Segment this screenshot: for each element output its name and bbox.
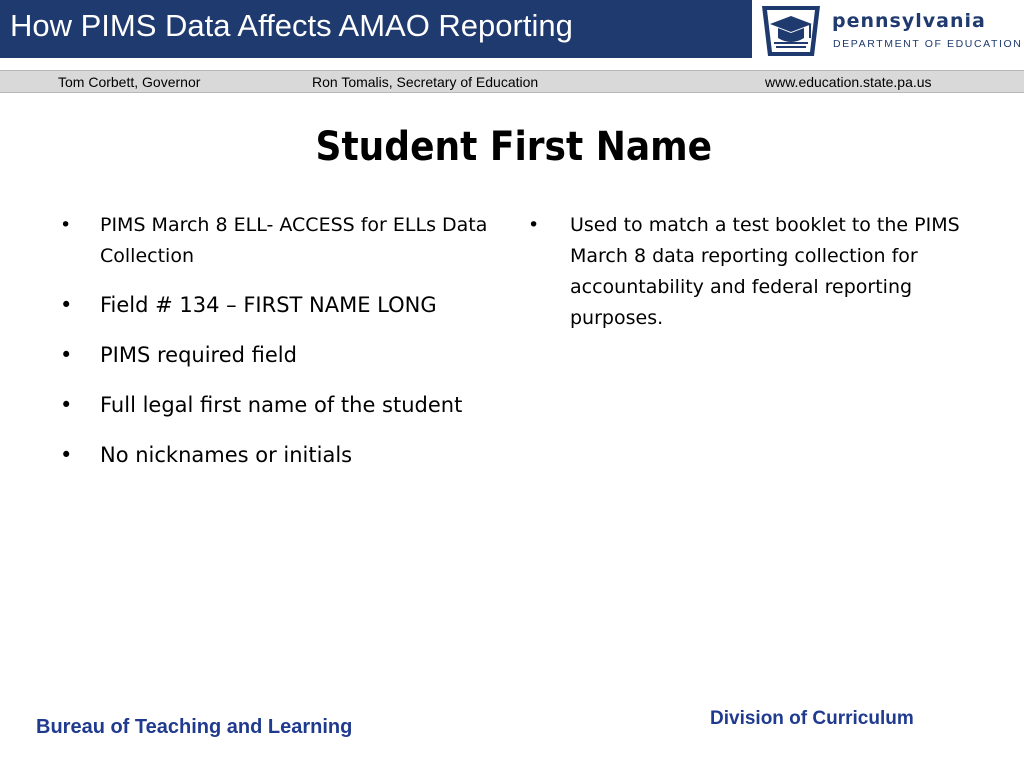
bullet-icon: • — [60, 443, 73, 467]
left-column — [60, 210, 510, 489]
governor-text: Tom Corbett, Governor — [58, 74, 201, 90]
secretary-text: Ron Tomalis, Secretary of Education — [312, 74, 539, 90]
list-item — [60, 289, 510, 322]
bullet-text: Used to match a test booklet to the PIMS March 8 data reporting collection for accountability and federal reporting purposes. — [570, 214, 960, 329]
footer-division: Division of Curriculum — [710, 708, 914, 729]
bullet-icon: • — [528, 214, 540, 236]
footer-bureau: Bureau of Teaching and Learning — [36, 716, 353, 738]
bullet-icon: • — [60, 393, 73, 417]
pa-education-logo — [752, 0, 1024, 58]
keystone-graduation-cap-icon — [758, 4, 824, 58]
bullet-icon: • — [60, 214, 72, 236]
bullet-text: Field # 134 – FIRST NAME LONG — [100, 293, 437, 317]
bullet-text: PIMS required field — [100, 343, 297, 367]
info-bar — [0, 58, 1024, 98]
presentation-title: How PIMS Data Affects AMAO Reporting — [10, 8, 573, 43]
list-item — [528, 210, 968, 334]
bullet-text: PIMS March 8 ELL- ACCESS for ELLs Data Collection — [100, 214, 488, 267]
left-bullet-list — [60, 210, 510, 472]
header-title-bar — [0, 0, 752, 58]
logo-wordmark: pennsylvania — [832, 10, 986, 32]
right-column — [528, 210, 968, 334]
right-bullet-list — [528, 210, 968, 334]
bullet-icon: • — [60, 293, 73, 317]
website-link[interactable]: www.education.state.pa.us — [765, 74, 932, 90]
slide-title: Student First Name — [315, 124, 713, 170]
bullet-icon: • — [60, 343, 73, 367]
list-item — [60, 339, 510, 372]
list-item — [60, 389, 510, 422]
bullet-text: No nicknames or initials — [100, 443, 353, 467]
logo-subtitle: DEPARTMENT OF EDUCATION — [833, 38, 1023, 50]
list-item — [60, 210, 510, 272]
bullet-text: Full legal first name of the student — [100, 393, 463, 417]
list-item — [60, 439, 510, 472]
